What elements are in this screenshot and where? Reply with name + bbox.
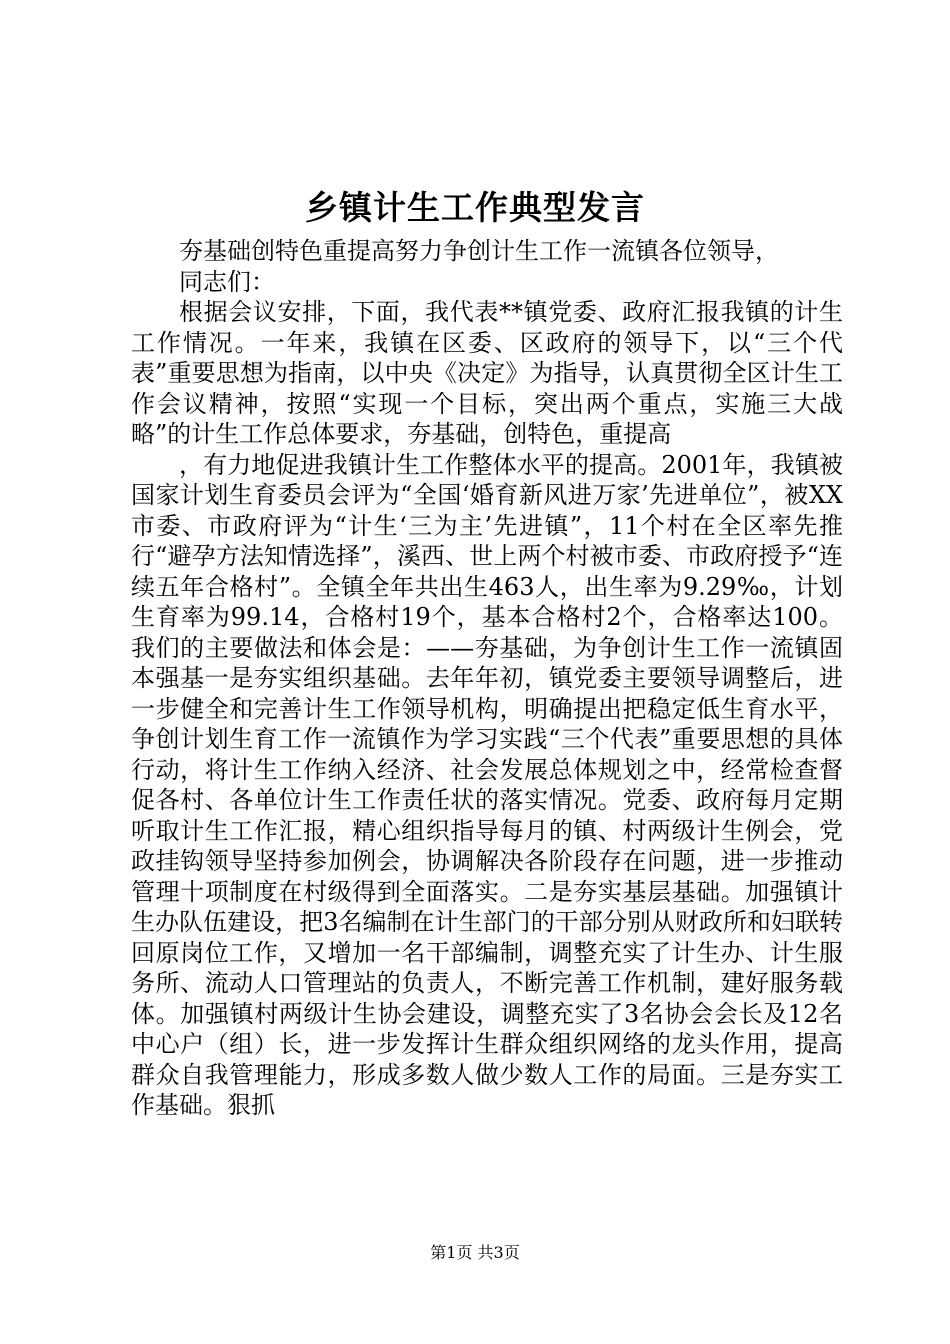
document-title: 乡镇计生工作典型发言 (305, 188, 645, 227)
paragraph-heading-line: 夯基础创特色重提高努力争创计生工作一流镇各位领导， (179, 237, 779, 265)
paragraph-intro: 根据会议安排，下面，我代表**镇党委、政府汇报我镇的计生工作情况。一年来，我镇在区委、区政府的领导下，以“三个代表”重要思想为指南，以中央《决定》为指导，认真贯彻全区计生工作会议精神，按照“实现一个目标，突出两个重点，实施三大战略”的计生工作总体要求，夯基础，创特色，重提高 (131, 298, 843, 448)
paragraph-salutation: 同志们： (179, 267, 275, 296)
paragraph-main: ，有力地促进我镇计生工作整体水平的提高。2001年，我镇被国家计划生育委员会评为“全国‘婚育新风进万家’先进单位”，被XX市委、市政府评为“计生‘三为主’先进镇”，11个村在全区率先推行“避孕方法知情选择”，溪西、世上两个村被市委、市政府授予“连续五年合格村”。全镇全年共出生463人，出生率为9.29‰，计划生育率为99.14，合格村19个，基本合格村2个，合格率达100。我们的主要做法和体会是：——夯基础，为争创计生工作一流镇固本强基一是夯实组织基础。去年年初，镇党委主要领导调整后，进一步健全和完善计生工作领导机构，明确提出把稳定低生育水平，争创计划生育工作一流镇作为学习实践“三个代表”重要思想的具体行动，将计生工作纳入经济、社会发展总体规划之中，经常检查督促各村、各单位计生工作责任状的落实情况。党委、政府每月定期听取计生工作汇报，精心组织指导每月的镇、村两级计生例会，党政挂钩领导坚持参加例会，协调解决各阶段存在问题，进一步推动管理十项制度在村级得到全面落实。二是夯实基层基础。加强镇计生办队伍建设，把3名编制在计生部门的干部分别从财政所和妇联转回原岗位工作，又增加一名干部编制，调整充实了计生办、计生服务所、流动人口管理站的负责人，不断完善工作机制，建好服务载体。加强镇村两级计生协会建设，调整充实了3名协会会长及12名中心户（组）长，进一步发挥计生群众组织网络的龙头作用，提高群众自我管理能力，形成多数人做少数人工作的局面。三是夯实工作基础。狠抓 (131, 450, 843, 1119)
page-footer: 第1页 共3页 (430, 1243, 520, 1262)
document-body (131, 236, 843, 1121)
